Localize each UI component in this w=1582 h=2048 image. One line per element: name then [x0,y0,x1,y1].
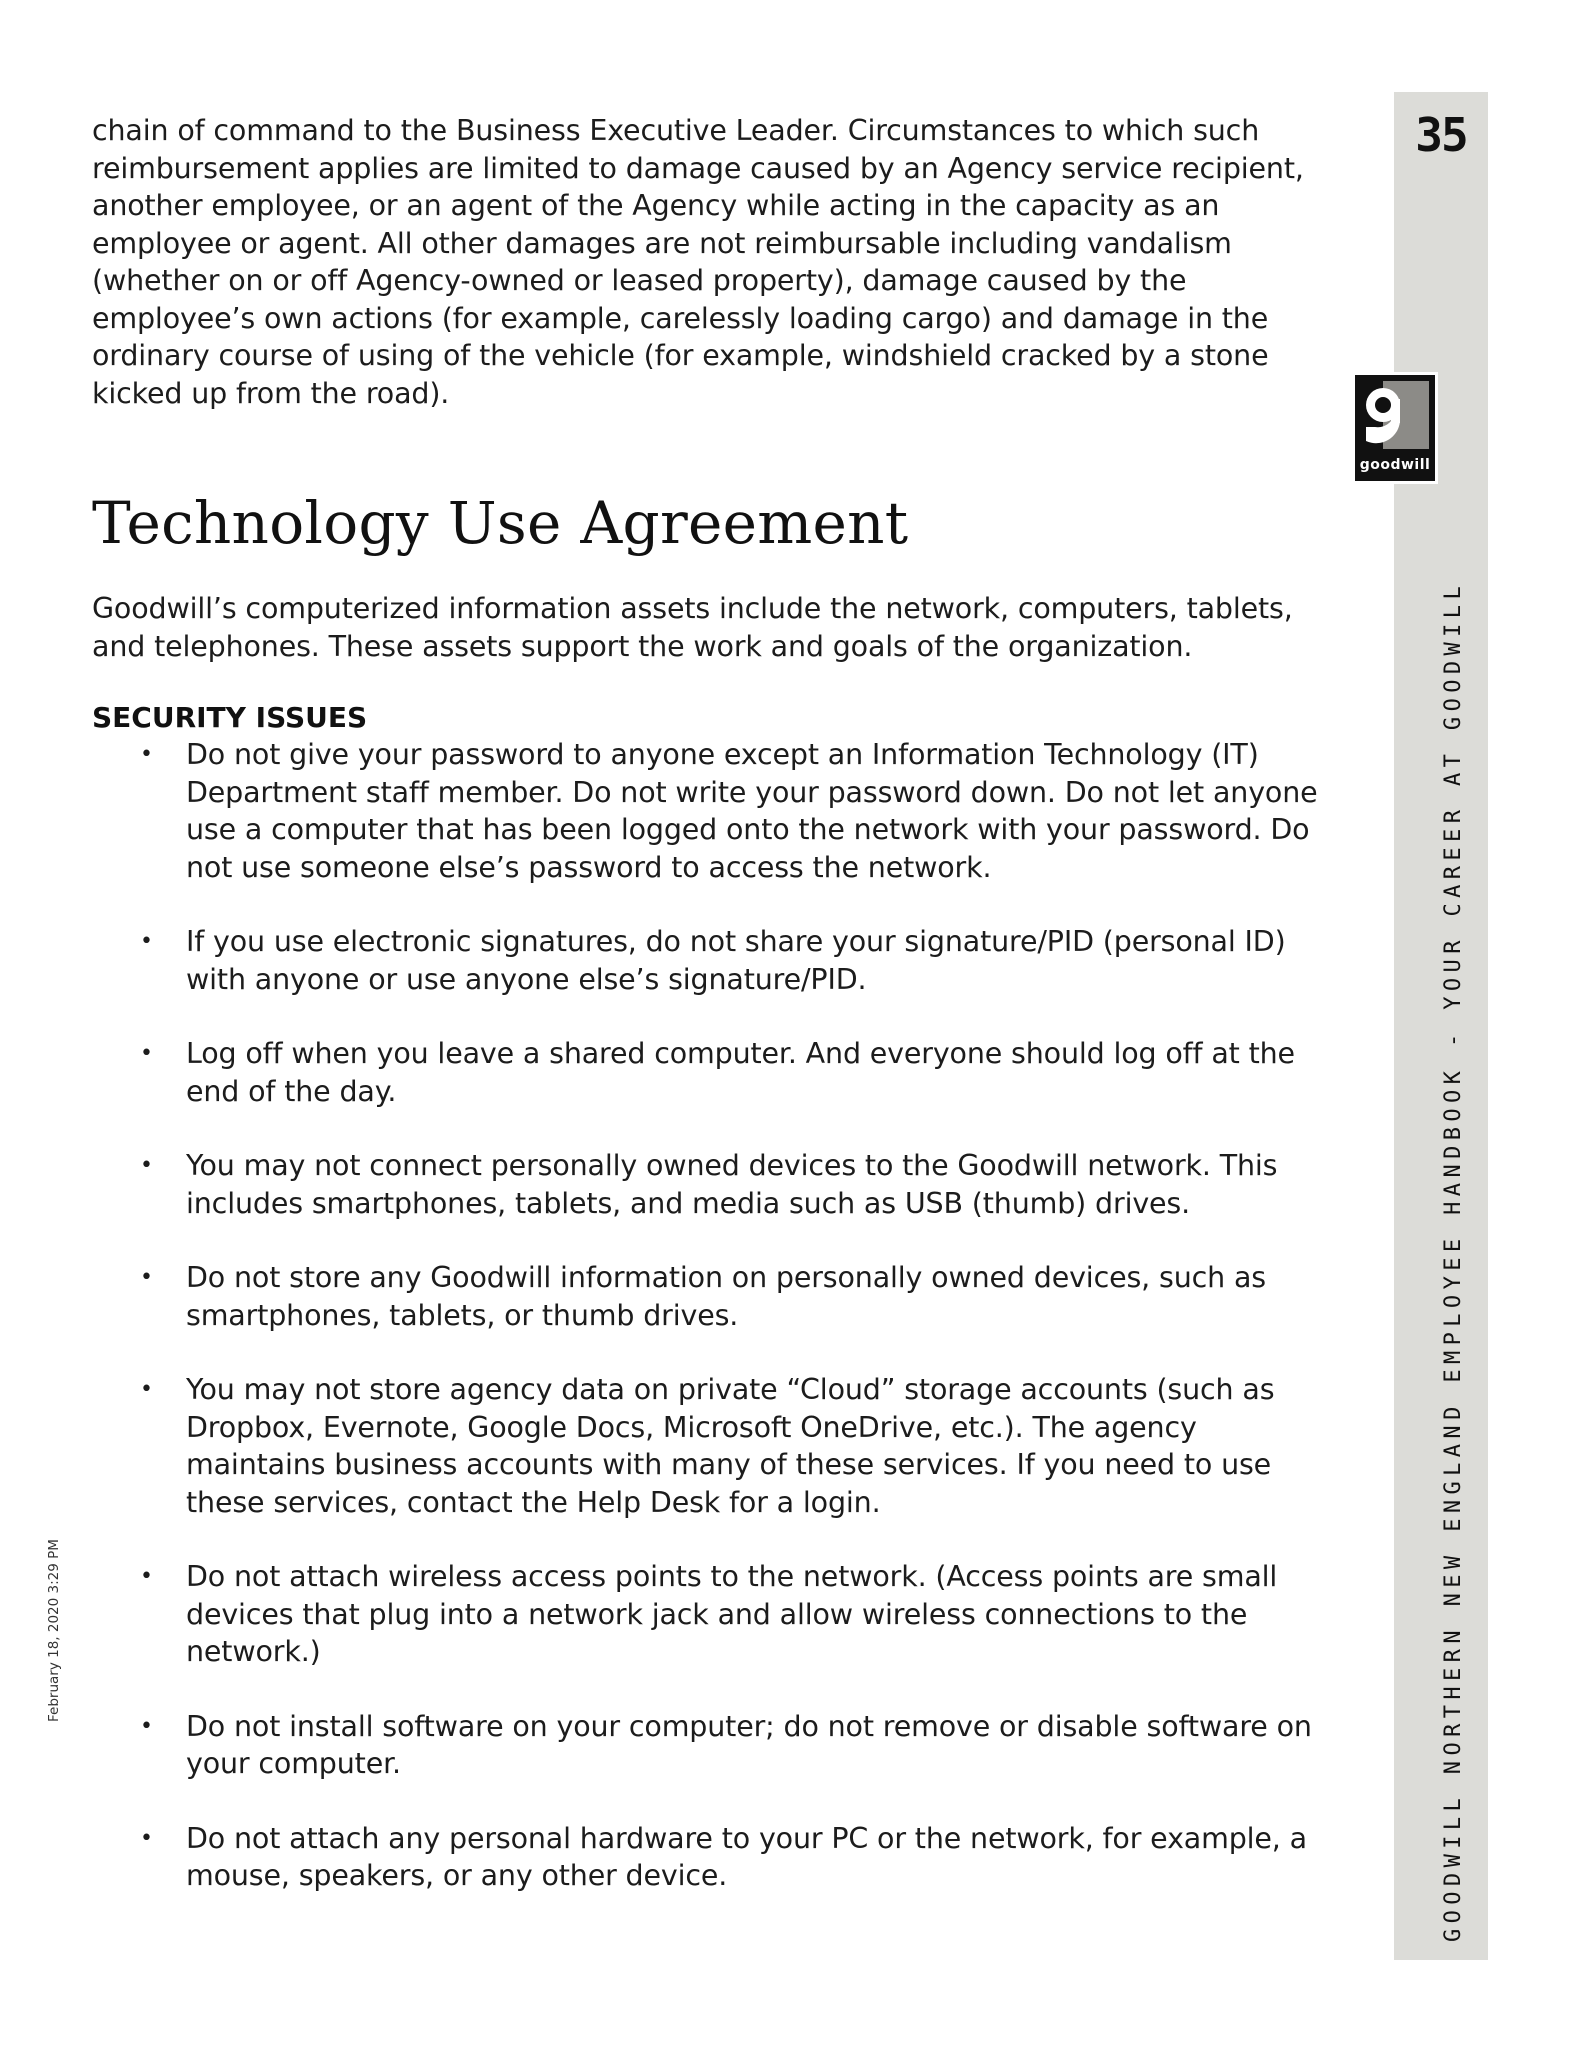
list-item [92,1558,1322,1671]
bullet-icon: • [140,1153,153,1178]
list-item-text: Do not attach wireless access points to the network. (Access points are small devices that plug into a network jack and allow wireless connections to the network.) [186,1560,1278,1668]
logo-badge [1355,375,1435,481]
list-item [92,1371,1322,1521]
section-intro: Goodwill’s computerized information assets include the network, computers, tablets, and telephones. These assets support the work and goals of the organization. [92,592,1293,663]
bullet-icon: • [140,1041,153,1066]
list-item-text: You may not connect personally owned devices to the Goodwill network. This includes smartphones, tablets, and media such as USB (thumb) drives. [186,1149,1278,1220]
security-bullet-list [92,736,1322,1895]
list-item-text: If you use electronic signatures, do not share your signature/PID (personal ID) with anyone or use anyone else’s signature/PID. [186,925,1286,996]
list-item [92,923,1322,998]
bullet-icon: • [140,742,153,767]
list-item [92,1708,1322,1783]
list-item-text: You may not store agency data on private “Cloud” storage accounts (such as Dropbox, Evernote, Google Docs, Microsoft OneDrive, etc.). The agency maintains business accounts with many of these services. If you need to use these services, contact the Help Desk for a login. [186,1373,1275,1519]
goodwill-smiling-g-icon [1361,381,1429,449]
date-stamp: February 18, 2020 3:29 PM [46,1539,62,1722]
bullet-icon: • [140,1713,153,1739]
bullet-icon: • [140,1265,153,1290]
list-item-text: Do not store any Goodwill information on personally owned devices, such as smartphones, tablets, or thumb drives. [186,1261,1266,1332]
list-item-text: Do not give your password to anyone except an Information Technology (IT) Department staff member. Do not write your password down. Do not let anyone use a computer that has been logged onto the network with your password. Do not use someone else’s password to access the network. [186,738,1318,884]
security-issues-heading: SECURITY ISSUES [92,701,368,734]
list-item [92,1147,1322,1222]
section-title: Technology Use Agreement [92,489,909,557]
bullet-icon: • [140,929,153,954]
goodwill-logo [1352,372,1438,484]
list-item-text: Do not attach any personal hardware to your PC or the network, for example, a mouse, speakers, or any other device. [186,1821,1307,1892]
page-number: 35 [1415,108,1467,162]
list-item-text: Log off when you leave a shared computer. And everyone should log off at the end of the day. [186,1037,1295,1108]
bullet-icon: • [140,1825,153,1851]
list-item [92,1035,1322,1110]
bullet-icon: • [140,1564,153,1589]
main-content [92,112,1322,1932]
bullet-icon: • [140,1377,153,1402]
list-item [92,1259,1322,1334]
list-item [92,736,1322,886]
list-item-text: Do not install software on your computer; do not remove or disable software on your computer. [186,1709,1312,1780]
list-item [92,1820,1322,1895]
running-title: GOODWILL NORTHERN NEW ENGLAND EMPLOYEE HANDBOOK - YOUR CAREER AT GOODWILL [1441,580,1466,1942]
logo-wordmark: goodwill [1359,457,1431,473]
intro-paragraph: chain of command to the Business Executive Leader. Circumstances to which such reimbursement applies are limited to damage caused by an Agency service recipient, another employee, or an agent of the Agency while acting in the capacity as an employee or agent. All other damages are not reimbursable including vandalism (whether on or off Agency-owned or leased property), damage caused by the employee’s own actions (for example, carelessly loading cargo) and damage in the ordinary course of using of the vehicle (for example, windshield cracked by a stone kicked up from the road). [92,114,1304,410]
